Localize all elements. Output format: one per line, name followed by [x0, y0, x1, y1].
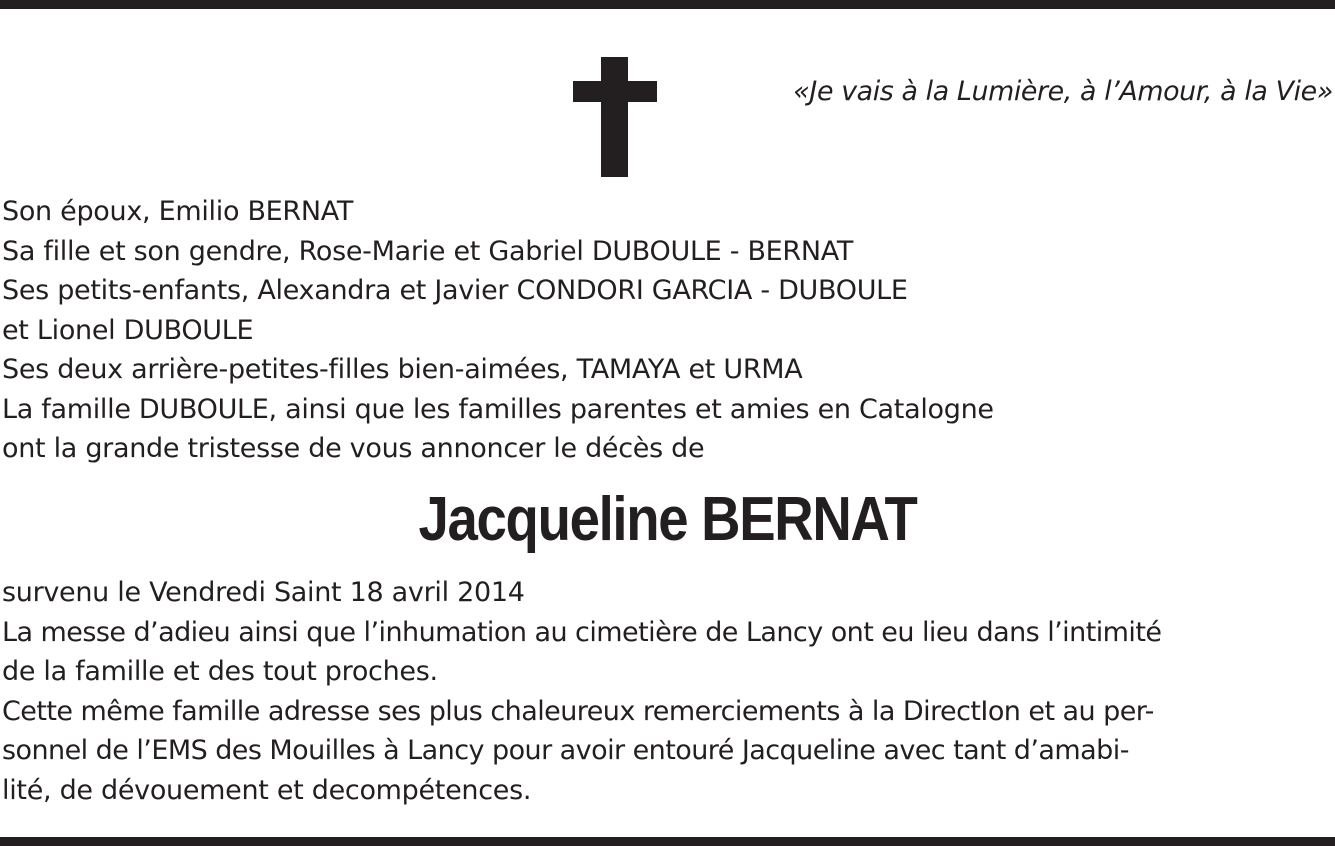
details-line: Cette même famille adresse ses plus chaleureux remerciements à la DirectIon et au per- [2, 695, 1154, 727]
family-line: ont la grande tristesse de vous annoncer le décès de [2, 433, 705, 464]
family-line: Sa fille et son gendre, Rose-Marie et Gabriel DUBOULE - BERNAT [2, 235, 854, 267]
top-border-rule [0, 0, 1335, 9]
obituary-details [2, 573, 1162, 810]
details-line: de la famille et des tout proches. [2, 656, 438, 687]
cross-horizontal-bar [573, 81, 657, 102]
details-line: La messe d’adieu ainsi que l’inhumation au cimetière de Lancy ont eu lieu dans l’intimité [2, 616, 1162, 648]
latin-cross-icon [573, 57, 657, 177]
details-line: survenu le Vendredi Saint 18 avril 2014 [2, 577, 525, 608]
cross-vertical-bar [601, 57, 628, 177]
deceased-name: Jacqueline BERNAT [418, 485, 917, 554]
family-line: et Lionel DUBOULE [2, 314, 254, 346]
epigraph-quote: «Je vais à la Lumière, à l’Amour, à la Vie» [793, 76, 1333, 107]
family-line: Ses deux arrière-petites-filles bien-aimées, TAMAYA et URMA [2, 354, 803, 385]
family-line: Son époux, Emilio BERNAT [2, 196, 354, 227]
family-line: Ses petits-enfants, Alexandra et Javier CONDORI GARCIA - DUBOULE [2, 275, 908, 306]
family-announcement [2, 192, 994, 469]
family-line: La famille DUBOULE, ainsi que les familles parentes et amies en Catalogne [2, 393, 994, 425]
bottom-border-rule [0, 837, 1335, 846]
details-line: sonnel de l’EMS des Mouilles à Lancy pour avoir entouré Jacqueline avec tant d’amabi- [2, 735, 1129, 766]
details-line: lité, de dévouement et decompétences. [2, 774, 532, 806]
